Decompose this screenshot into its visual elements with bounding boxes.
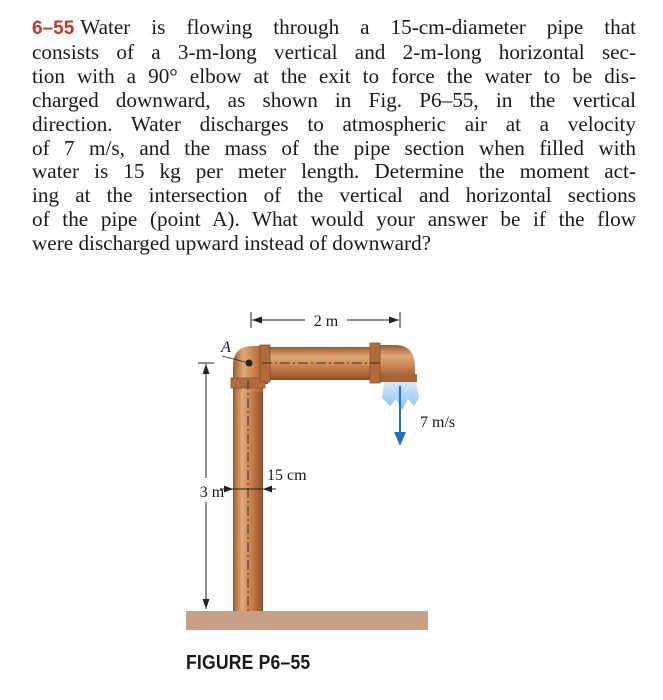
problem-line-8: ing at the intersection of the vertical and horizontal sections	[32, 183, 636, 208]
dim-15cm-arrow-left	[224, 486, 233, 493]
dim-2m-label: 2 m	[313, 313, 339, 330]
problem-line-4: charged downward, as shown in Fig. P6–55, in the vertical	[32, 87, 636, 112]
problem-line-3: tion with a 90° elbow at the exit to force the water to be dis-	[32, 63, 636, 88]
dim-3m-label: 3 m	[199, 484, 225, 501]
figure-caption: FIGURE P6–55	[186, 652, 311, 674]
dim-2m-arrow-right	[389, 317, 399, 324]
problem-line-5: direction. Water discharges to atmospheric air at a velocity	[32, 111, 636, 136]
problem-line-1: 6–55 Water is flowing through a 15-cm-diameter pipe that	[32, 15, 636, 39]
dim-15cm-arrow-right	[263, 486, 272, 493]
problem-line-9: of the pipe (point A). What would your answer be if the flow	[32, 207, 636, 232]
dim-15cm-label: 15 cm	[267, 467, 307, 484]
point-a-label: A	[221, 339, 231, 356]
problem-number: 6–55	[32, 18, 75, 39]
velocity-label: 7 m/s	[420, 414, 456, 431]
velocity-arrow-head	[394, 432, 406, 446]
problem-line-6: of 7 m/s, and the mass of the pipe section when filled with	[32, 135, 636, 160]
ground	[186, 611, 428, 630]
point-a-marker	[246, 360, 253, 367]
dim-2m-arrow-left	[252, 317, 262, 324]
dim-3m-arrow-top	[203, 364, 210, 374]
problem-line-10: were discharged upward instead of downward?	[32, 231, 432, 256]
dim-3m-arrow-bottom	[203, 599, 210, 609]
problem-line-7: water is 15 kg per meter length. Determine the moment act-	[32, 159, 636, 184]
problem-line-2: consists of a 3-m-long vertical and 2-m-long horizontal sec-	[32, 39, 636, 64]
exit-nozzle	[382, 374, 417, 382]
